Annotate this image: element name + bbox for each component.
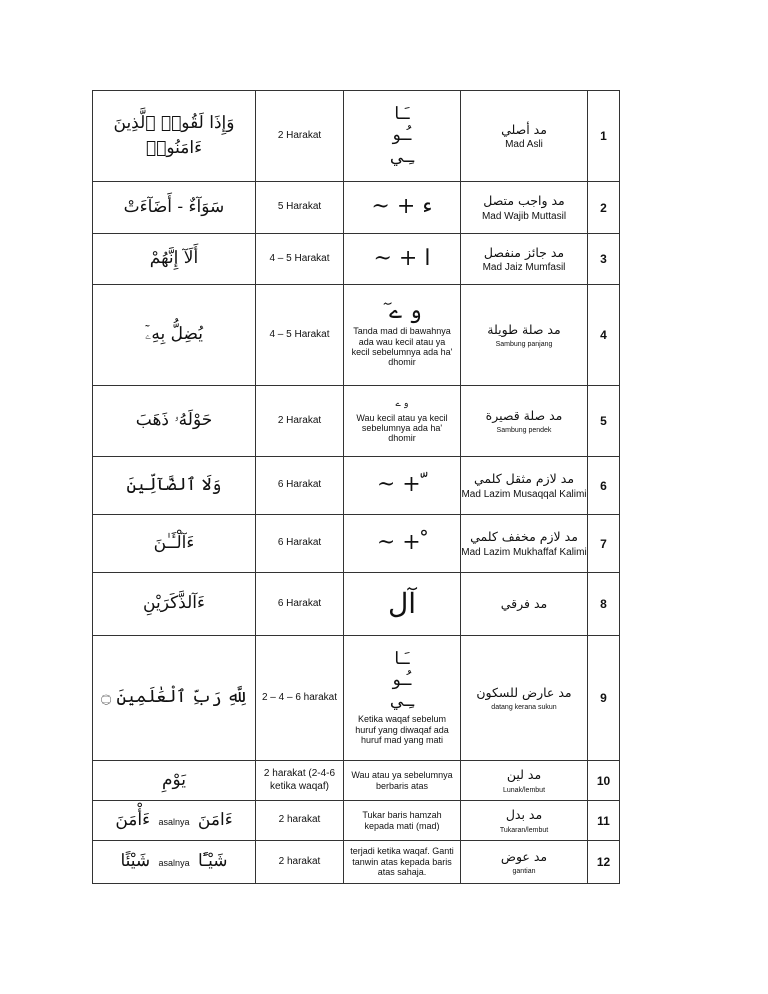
table-row: [93, 285, 620, 386]
row-number: 11: [588, 801, 620, 841]
example-text: سَوَآءٌ - أَضَآءَتْ: [93, 182, 256, 234]
row-number: 6: [588, 457, 620, 515]
mad-name-meaning: Tukaran/lembut: [499, 826, 549, 834]
mad-name-latin: Mad Lazim Mukhaffaf Kalimi: [461, 546, 587, 558]
name-cell: [461, 515, 588, 573]
table-row: [93, 515, 620, 573]
harakat-cell: 5 Harakat: [256, 182, 344, 234]
mad-symbol: ٓ و ے: [382, 299, 422, 325]
mad-name-arabic: مد صلة قصيرة: [485, 407, 563, 423]
name-cell: [461, 636, 588, 761]
example-original-word: شَيْئًا: [120, 851, 151, 872]
mad-name-latin: Mad Wajib Muttasil: [481, 210, 567, 222]
table-row: [93, 457, 620, 515]
example-text: ءَآلذَّكَرَيْنِ: [93, 573, 256, 636]
example-text: وَلَا ٱلضَّآلِّينَ: [93, 457, 256, 515]
row-number: 12: [588, 841, 620, 884]
row-number: 7: [588, 515, 620, 573]
table-row: [93, 801, 620, 841]
example-text: يَوْمِ: [93, 761, 256, 801]
symbol-fatha-alif: ـَـا: [394, 648, 410, 669]
mad-symbol: آل: [387, 586, 417, 620]
name-cell: [461, 386, 588, 457]
example-label: asalnya: [158, 858, 190, 869]
symbol-cell: [344, 841, 461, 884]
row-number: 3: [588, 234, 620, 285]
mad-rules-table: [92, 90, 620, 884]
mad-symbol: ~ + ء: [371, 194, 433, 220]
table-row: [93, 91, 620, 182]
table-row: [93, 761, 620, 801]
mad-name-arabic: مد لازم مثقل كلمي: [473, 471, 575, 487]
row-number: 5: [588, 386, 620, 457]
mad-symbol: ~ + ْ: [376, 530, 428, 556]
harakat-cell: 6 Harakat: [256, 573, 344, 636]
symbol-fatha-alif: ـَـا: [394, 104, 410, 125]
row-number: 4: [588, 285, 620, 386]
name-cell: [461, 841, 588, 884]
table-row: [93, 182, 620, 234]
symbol-cell: [344, 573, 461, 636]
name-cell: [461, 761, 588, 801]
mad-name-meaning: Sambung panjang: [495, 341, 553, 349]
name-cell: [461, 91, 588, 182]
symbol-note: Wau kecil atau ya kecil sebelumnya ada ha' dhomir: [356, 412, 448, 444]
example-text: أَلَآ إِنَّهُمْ: [93, 234, 256, 285]
mad-name-arabic: مد فرقي: [500, 596, 548, 612]
example-word: ءَامَنَ: [197, 809, 233, 830]
mad-symbol: ~ + ّ: [376, 472, 428, 498]
harakat-cell: 2 harakat: [256, 841, 344, 884]
symbol-kasra-ya: ـِـي: [389, 146, 415, 167]
mad-name-arabic: مد عارض للسكون: [476, 684, 572, 700]
row-number: 2: [588, 182, 620, 234]
name-cell: [461, 285, 588, 386]
mad-name-latin: Mad Jaiz Mumfasil: [482, 262, 566, 274]
harakat-cell: 6 Harakat: [256, 457, 344, 515]
harakat-cell: 4 – 5 Harakat: [256, 285, 344, 386]
symbol-cell: [344, 234, 461, 285]
harakat-cell: 2 – 4 – 6 harakat: [256, 636, 344, 761]
name-cell: [461, 573, 588, 636]
name-cell: [461, 234, 588, 285]
harakat-cell: 2 harakat: [256, 801, 344, 841]
harakat-cell: 2 harakat (2-4-6 ketika waqaf): [256, 761, 344, 801]
symbol-note: Wau atau ya sebelumnya berbaris atas: [351, 770, 453, 791]
symbol-cell: [344, 457, 461, 515]
table-row: [93, 573, 620, 636]
example-text: لِلَّهِ رَبِّ ٱلْعَٰلَمِينَ ۝: [93, 636, 256, 761]
table-row: [93, 841, 620, 884]
example-text: حَوْلَهُۥ ذَهَبَ: [93, 386, 256, 457]
symbol-note: terjadi ketika waqaf. Ganti tanwin atas kepada baris atas sahaja.: [350, 846, 454, 878]
symbol-kasra-ya: ـِـي: [389, 691, 415, 712]
symbol-cell: [344, 91, 461, 182]
symbol-dhamma-wau: ـُـو: [392, 125, 412, 146]
row-number: 10: [588, 761, 620, 801]
mad-name-arabic: مد بدل: [505, 807, 543, 823]
mad-name-latin: Mad Lazim Musaqqal Kalimi: [461, 488, 587, 500]
example-text: [93, 841, 256, 884]
mad-name-meaning: datang kerana sukun: [491, 704, 557, 712]
mad-name-meaning: Sambung pendek: [496, 427, 552, 435]
table-row: [93, 636, 620, 761]
mad-name-latin: Mad Asli: [505, 139, 543, 151]
table-row: [93, 234, 620, 285]
symbol-cell: [344, 801, 461, 841]
symbol-cell: [344, 636, 461, 761]
symbol-cell: [344, 182, 461, 234]
harakat-cell: 4 – 5 Harakat: [256, 234, 344, 285]
symbol-note: Tukar baris hamzah kepada mati (mad): [362, 810, 442, 831]
mad-symbol: و ے: [395, 398, 409, 409]
mad-symbol: ~ + ا: [373, 245, 431, 271]
row-number: 8: [588, 573, 620, 636]
row-number: 1: [588, 91, 620, 182]
harakat-cell: 2 Harakat: [256, 386, 344, 457]
mad-name-arabic: مد أصلي: [501, 121, 547, 137]
example-text: ءَآلْـَٔـٰنَ: [93, 515, 256, 573]
mad-name-arabic: مد عوض: [500, 848, 548, 864]
example-text: وَإِذَا لَقُوا۟ ٱلَّذِينَ ءَامَنُوا۟: [93, 91, 256, 182]
table-row: [93, 386, 620, 457]
mad-name-arabic: مد واجب متصل: [483, 193, 565, 209]
harakat-cell: 6 Harakat: [256, 515, 344, 573]
mad-name-arabic: مد لين: [506, 767, 542, 783]
example-text: يُضِلُّ بِهِۦٓ: [93, 285, 256, 386]
symbol-cell: [344, 285, 461, 386]
name-cell: [461, 182, 588, 234]
mad-name-meaning: Lunak/lembut: [502, 786, 546, 794]
example-original-word: ءَأْمَنَ: [115, 809, 151, 830]
symbol-note: Tanda mad di bawahnya ada wau kecil atau ya kecil sebelumnya ada ha' dhomir: [351, 326, 453, 368]
example-label: asalnya: [158, 816, 190, 827]
mad-name-arabic: مد صلة طويلة: [487, 321, 561, 337]
symbol-note: Ketika waqaf sebelum huruf yang diwaqaf ada huruf mad yang mati: [355, 714, 449, 746]
symbol-cell: [344, 761, 461, 801]
example-word: شَيْـًٔا: [197, 851, 228, 872]
mad-name-arabic: مد جائز منفصل: [483, 244, 565, 260]
mad-name-meaning: gantian: [512, 868, 536, 876]
name-cell: [461, 801, 588, 841]
symbol-cell: [344, 386, 461, 457]
row-number: 9: [588, 636, 620, 761]
name-cell: [461, 457, 588, 515]
example-text: [93, 801, 256, 841]
mad-name-arabic: مد لازم مخفف كلمي: [470, 529, 578, 545]
symbol-cell: [344, 515, 461, 573]
symbol-dhamma-wau: ـُـو: [392, 669, 412, 690]
harakat-cell: 2 Harakat: [256, 91, 344, 182]
